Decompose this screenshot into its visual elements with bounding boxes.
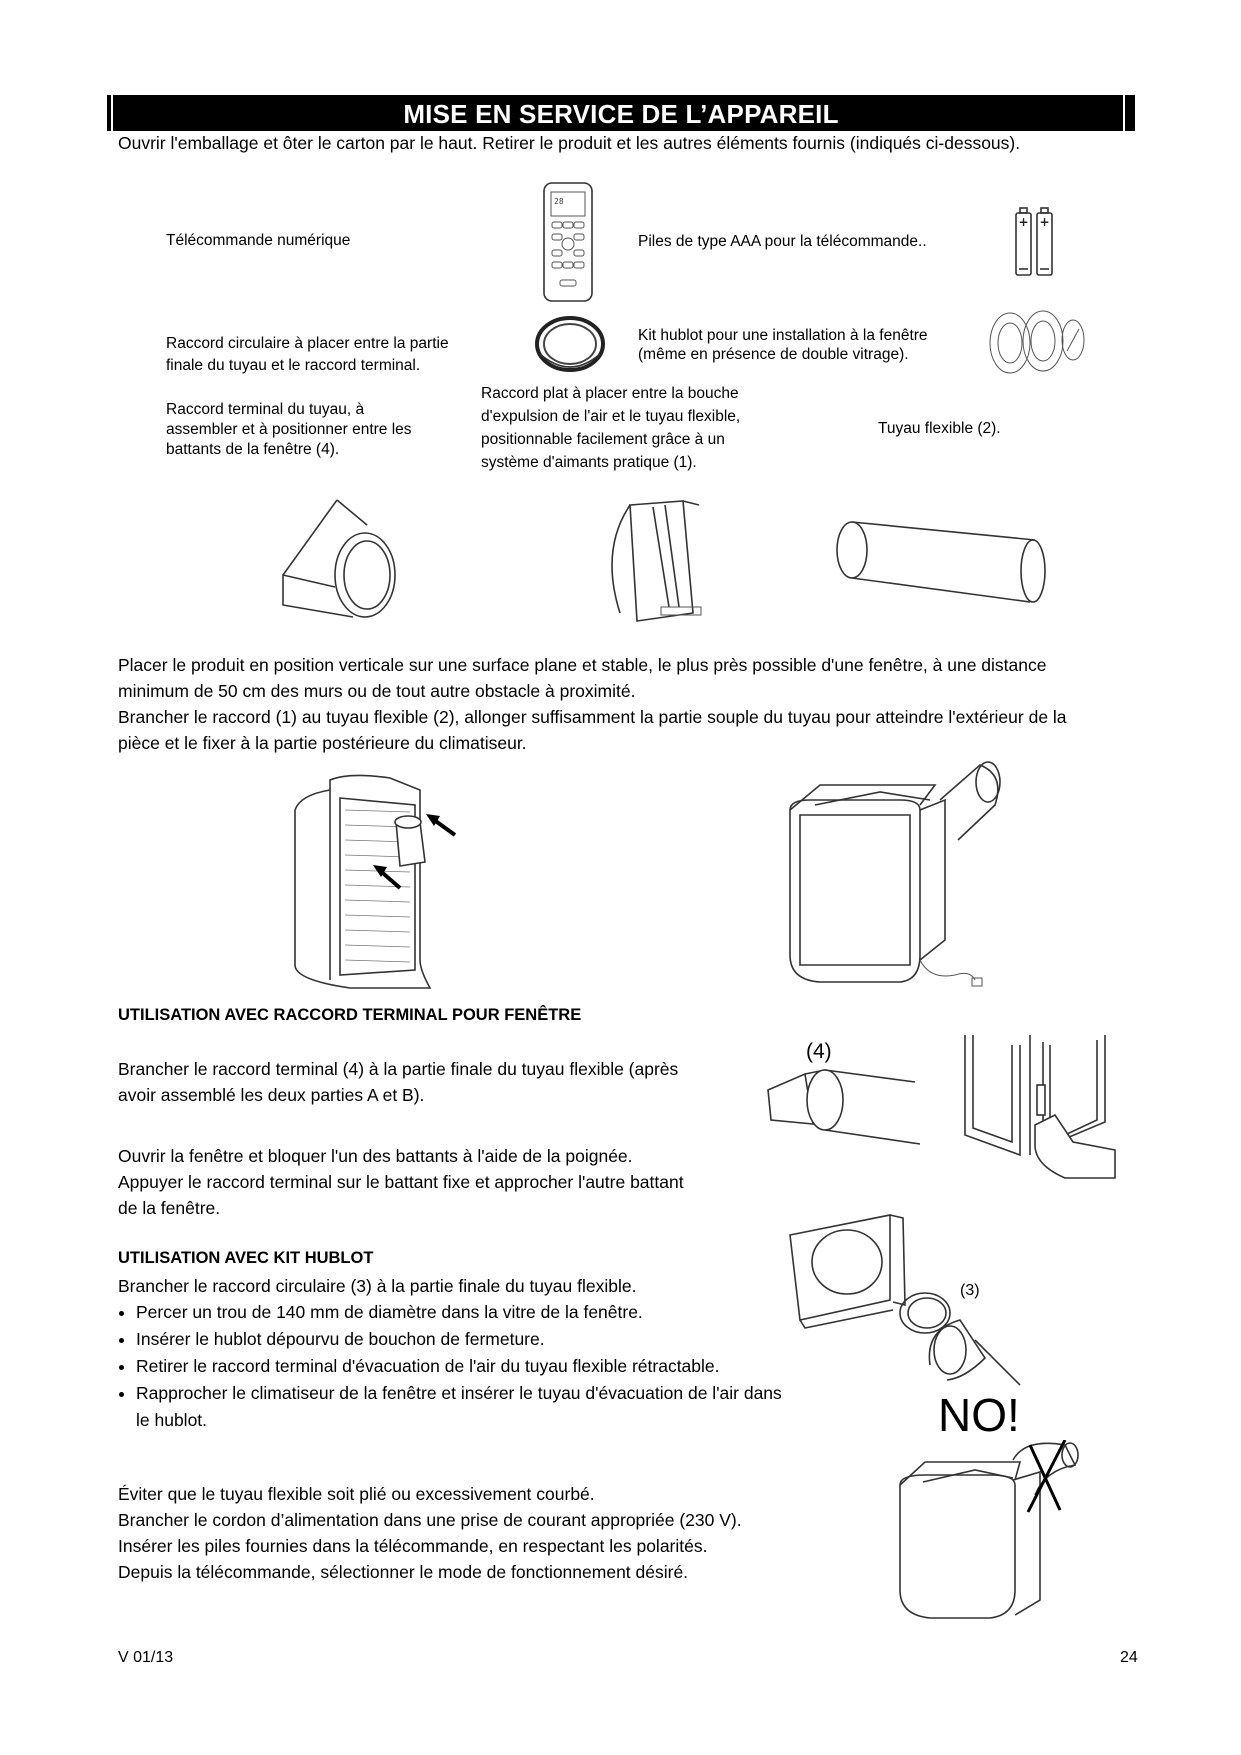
intro-text: Ouvrir l'emballage et ôter le carton par le haut. Retirer le produit et les autres éléments fournis (indiqués ci-dessous). [118,133,1021,153]
terminal-section-text-1: Brancher le raccord terminal (4) à la partie finale du tuyau flexible (après avoir assemblé les deux parties A et B). [118,1059,679,1105]
warning-no-label: NO! [938,1389,1020,1441]
terminal-on-hose-illustration [765,1062,930,1157]
terminal-section-heading: UTILISATION AVEC RACCORD TERMINAL POUR FENÊTRE [118,1006,582,1024]
list-item: • Rapprocher le climatiseur de la fenêtre et insérer le tuyau d'évacuation de l'air dans le hublot. [136,1380,786,1434]
hublot-section-intro: Brancher le raccord circulaire (3) à la partie finale du tuyau flexible. [118,1276,637,1296]
batteries-illustration [1010,205,1060,280]
footer-page-number: 24 [1120,1649,1138,1666]
circular-connector-illustration [530,312,610,377]
hublot-section-heading: UTILISATION AVEC KIT HUBLOT [118,1249,374,1267]
hublot-assembly-illustration [785,1210,1035,1390]
list-item: • Insérer le hublot dépourvu de bouchon de fermeture. [136,1326,786,1353]
svg-text:+: + [1018,215,1029,229]
caption-terminal: Raccord terminal du tuyau, à assembler et à positionner entre les battants de la fenêtre (4). [166,401,412,458]
final-instructions: Éviter que le tuyau flexible soit plié ou excessivement courbé. Brancher le cordon d’alimentation dans une prise de courant appropriée (230 V). Insérer les piles fournies dans la télécommande, en respectant les polarités. Depuis la télécommande, sélectionner le mode de fonctionnement désiré. [118,1484,742,1582]
bent-hose-warning-illustration [895,1440,1080,1625]
section-title: MISE EN SERVICE DE L’APPAREIL [403,99,839,129]
caption-circular: Raccord circulaire à placer entre la partie finale du tuyau et le raccord terminal. [166,335,449,374]
terminal-section-text-2: Ouvrir la fenêtre et bloquer l'un des battants à l'aide de la poignée. Appuyer le raccord terminal sur le battant fixe et approcher l'autre battant de la fenêtre. [118,1146,684,1218]
flat-connector-illustration [595,495,720,625]
remote-illustration [538,180,598,305]
list-item: • Retirer le raccord terminal d'évacuation de l'air du tuyau flexible rétractable. [136,1353,786,1380]
ac-with-hose-illustration [780,760,1010,1015]
ac-rear-connection-illustration [290,770,465,995]
caption-remote: Télécommande numérique [166,232,351,249]
section-title-banner [107,95,1135,131]
terminal-connector-illustration [275,495,405,620]
label-terminal-4: (4) [806,1040,832,1063]
caption-hose: Tuyau flexible (2). [878,420,1001,437]
caption-hublot: Kit hublot pour une installation à la fenêtre (même en présence de double vitrage). [638,327,928,363]
hublot-kit-illustration [988,305,1088,380]
label-circular-3: (3) [960,1282,980,1299]
footer-version: V 01/13 [118,1649,174,1666]
svg-text:+: + [1039,215,1050,229]
caption-batteries: Piles de type AAA pour la télécommande.. [638,233,927,250]
placement-paragraph: Placer le produit en position verticale sur une surface plane et stable, le plus près possible d'une fenêtre, à une distance minimum de 50 cm des murs ou de tout autre obstacle à proximité. Brancher le raccord (1) au tuyau flexible (2), allonger suffisamment la partie souple du tuyau pour atteindre l'extérieur de la pièce et le fixer à la partie postérieure du climatiseur. [118,655,1067,753]
window-install-illustration [955,1030,1120,1180]
remote-display-text: 28 [554,197,564,206]
list-item: • Percer un trou de 140 mm de diamètre dans la vitre de la fenêtre. [136,1299,786,1326]
caption-flat: Raccord plat à placer entre la bouche d'expulsion de l'air et le tuyau flexible, positionnable facilement grâce à un système d'aimants pratique (1). [481,385,741,471]
hublot-steps-list [118,1299,786,1434]
hose-illustration [830,510,1055,610]
